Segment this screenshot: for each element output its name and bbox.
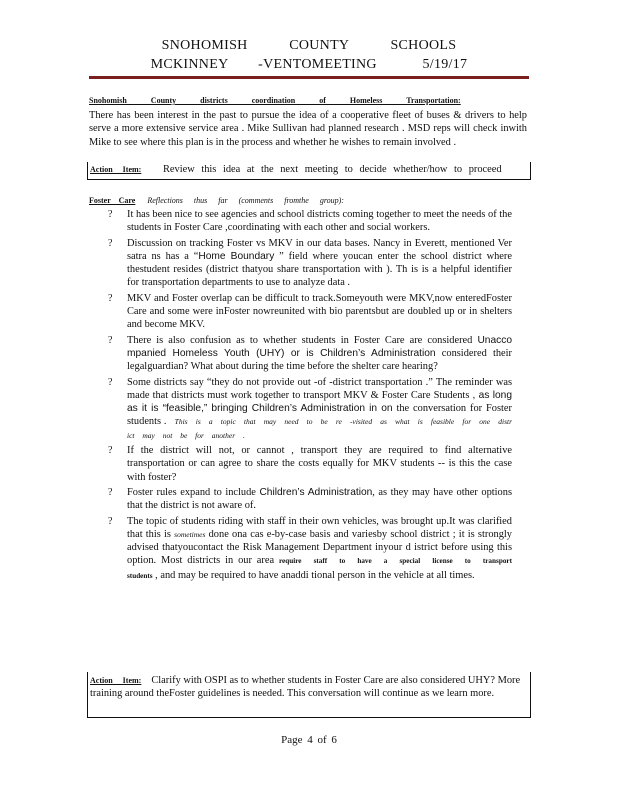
header-title xyxy=(0,38,618,54)
list-item xyxy=(108,376,512,442)
transport-section-heading: Snohomish County districts coordination of Homeless Transportation: xyxy=(89,96,461,105)
item-text: , as they may have other options that the district is not aware of. xyxy=(127,486,512,512)
bullet-glyph: ? xyxy=(108,209,113,220)
page-number: Page 4 of 6 xyxy=(281,734,337,746)
action-item-text: Review this idea at the next meeting to decide whether/how to proceed xyxy=(163,164,502,175)
list-item xyxy=(108,334,512,374)
bullet-glyph: ? xyxy=(108,445,113,457)
list-item xyxy=(108,515,512,583)
header-word: SCHOOLS xyxy=(390,38,457,53)
item-text-note: sometimes xyxy=(174,529,206,539)
item-text-note: This is a topic that may need to be re -visited as what is feasible for one distr ict may not be for another . xyxy=(127,417,512,440)
list-item xyxy=(108,208,512,235)
item-text: Some districts say “they do not provide out -of -district transportation .” The reminder was made that districts must work together to transport MKV & Foster Care Students xyxy=(127,376,512,401)
action-item-box-2 xyxy=(87,672,531,718)
item-text: If the district will not, or cannot , transport they are required to find alternative transportation or can agree to share the costs equally for MKV students -- is this the case with foster? xyxy=(127,445,512,483)
action-item-label: Action Item: xyxy=(90,676,142,685)
item-text: There is also confusion as to whether students in Foster Care are considered xyxy=(127,334,478,346)
bullet-glyph: ? xyxy=(108,486,113,498)
item-text-emphasis: Unacco mpanied Homeless Youth (UHY) or is Children’s Administration xyxy=(127,334,512,359)
bullet-glyph: ? xyxy=(108,515,113,527)
header-word: COUNTY xyxy=(289,38,349,53)
item-text: ” field where youcan enter the school district where thestudent resides (district thatyou share transportation with ). Th is is a helpful identifier for transportation departments to use to analyze data . xyxy=(127,250,512,289)
action-item-box-1 xyxy=(87,162,531,180)
item-text: Discussion on tracking Foster vs MKV in our data bases. Nancy in Everett, mentioned Ver satra ns has a “ xyxy=(127,237,512,262)
item-text-emphasis: , as long as it is “feasible,” bringing Children’s Administration in on xyxy=(127,389,513,415)
action-item-label: Action Item: xyxy=(90,165,142,174)
item-text: considered their legalguardian? What about during the time before the shelter care hearing? xyxy=(127,347,512,373)
header-subtitle xyxy=(0,57,618,73)
list-item xyxy=(108,444,512,484)
item-text: , and may be required to have anaddi tional person in the vehicle at all times. xyxy=(152,569,475,581)
list-item xyxy=(108,292,512,332)
item-text-emphasis: Home Boundary xyxy=(198,250,275,262)
header-divider xyxy=(89,76,529,79)
list-item xyxy=(108,486,512,513)
item-text: MKV and Foster overlap can be difficult to track.Someyouth were MKV,now enteredFoster Care and some were inFoster nowreunited with bio parentsbut are doubled up or in shelters and become MKV. xyxy=(127,292,512,331)
item-text: the conversation for Foster students . xyxy=(127,403,512,428)
header-word: SNOHOMISH xyxy=(161,38,248,53)
meeting-name-part: MCKINNEY xyxy=(150,57,229,72)
bullet-glyph: ? xyxy=(108,237,113,249)
meeting-date: 5/19/17 xyxy=(422,57,468,72)
item-text-bold: require staff to have a special license to transport students xyxy=(127,557,512,580)
foster-heading-label: Foster Care xyxy=(89,196,136,205)
transport-section-body: There has been interest in the past to pursue the idea of a cooperative fleet of buses & drivers to help serve a more extensive service area . Mike Sullivan had planned research . MSD reps will check inwith Mike to see where this plan is in the process and whether he wishes to remain involved . xyxy=(89,110,527,148)
item-text-emphasis: Children’s Administration xyxy=(259,486,373,498)
item-text: Foster rules expand to include xyxy=(127,486,260,498)
foster-reflections-list xyxy=(108,208,512,585)
foster-section-heading xyxy=(89,196,344,205)
item-text: The topic of students riding with staff in their own vehicles, was brought up.It was clarified that this is xyxy=(127,515,512,540)
bullet-glyph: ? xyxy=(108,376,113,388)
bullet-glyph: ? xyxy=(108,334,113,346)
bullet-glyph: ? xyxy=(108,292,113,304)
list-item xyxy=(108,237,512,290)
foster-heading-subtitle: Reflections thus far (comments fromthe group): xyxy=(147,196,344,205)
meeting-name-part: -VENTOMEETING xyxy=(258,57,377,72)
item-text: done ona cas e-by-case basis and variesby school district ; it is strongly advised thatyoucontact the Risk Management Department inyour d istrict before using this option. Most districts in our area xyxy=(127,528,512,567)
item-text: It has been nice to see agencies and school districts coming together to meet the needs of the students in Foster Care ,coordinating with each other and social workers. xyxy=(127,209,512,234)
action-item-text: Clarify with OSPI as to whether students in Foster Care are also considered UHY? More training around theFoster guidelines is needed. This conversation will continue as we learn more. xyxy=(90,675,521,700)
action-item-content xyxy=(90,674,524,701)
